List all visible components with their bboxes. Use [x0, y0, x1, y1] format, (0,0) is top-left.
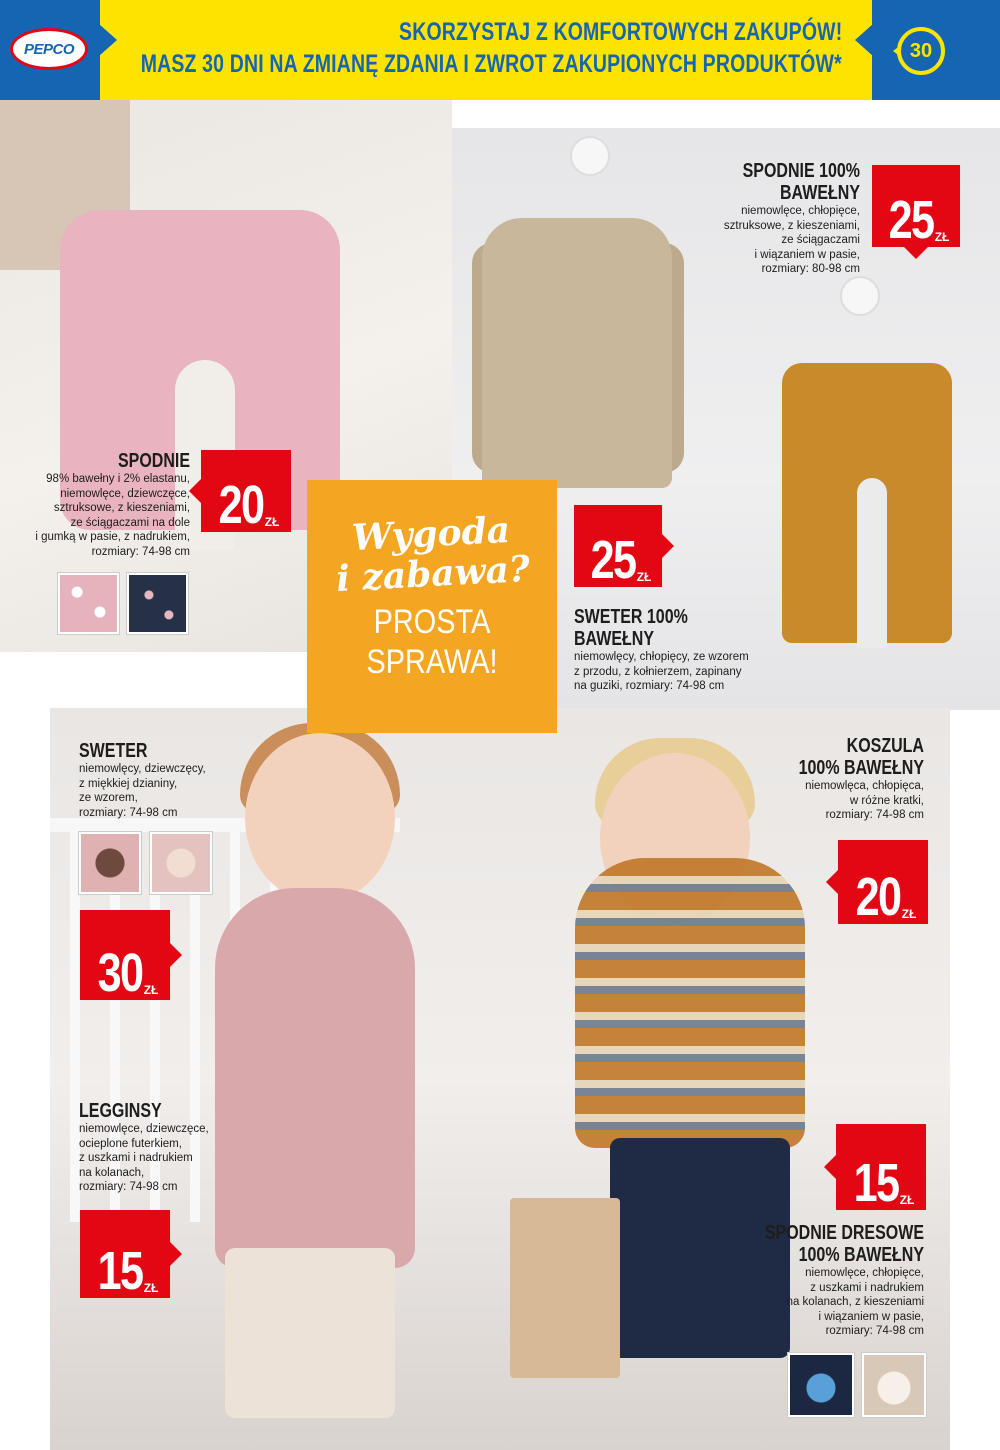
price-currency: ZŁ [901, 907, 917, 921]
corduroy-leg-gap [857, 478, 887, 648]
product-title: SPODNIE [117, 450, 190, 472]
product-spodnie [20, 450, 190, 559]
product-title-line-2: 100% BAWEŁNY [798, 757, 924, 779]
product-title: LEGGINSY [79, 1100, 162, 1122]
promo-caps-line-1: PROSTA [373, 603, 491, 641]
price-tag-legginsy[interactable] [80, 1210, 170, 1301]
price-tag-spodnie-bawelny[interactable] [872, 165, 960, 250]
product-title-line-2: 100% BAWEŁNY [798, 1244, 924, 1266]
product-title-line-1: SPODNIE DRESOWE [764, 1222, 924, 1244]
hanger-hook-2 [840, 276, 880, 316]
product-description: niemowlęce, dziewczęce, ocieplone futerkiem, z uszkami i nadrukiem na kolanach, rozmiary: 74-98 cm [79, 1123, 209, 1193]
product-title-line-1: KOSZULA [846, 735, 924, 757]
price-currency: ZŁ [143, 983, 159, 997]
price-value: 15 [853, 1153, 899, 1213]
price-tag-koszula[interactable] [838, 840, 928, 927]
product-description: niemowlęcy, chłopięcy, ze wzorem z przodu, z kołnierzem, zapinany na guziki, rozmiary: 74-98 cm [574, 651, 749, 692]
product-sweter-bawelny [574, 606, 784, 694]
promo-script-line-1: Wygoda [350, 508, 512, 560]
girl-sweater-shape [215, 888, 415, 1268]
boy-shirt-shape [575, 858, 805, 1148]
product-koszula [724, 735, 924, 823]
price-currency: ZŁ [264, 515, 280, 529]
price-tag-spodnie-dresowe[interactable] [836, 1124, 926, 1213]
price-currency: ZŁ [934, 230, 950, 244]
product-description: niemowlęca, chłopięca, w różne kratki, rozmiary: 74-98 cm [805, 780, 924, 821]
product-spodnie-dresowe [714, 1222, 924, 1339]
girl-head-shape [245, 733, 395, 903]
header-line-1: SKORZYSTAJ Z KOMFORTOWYCH ZAKUPÓW! [398, 18, 842, 46]
days-badge-number: 30 [909, 39, 933, 62]
price-value: 15 [97, 1241, 143, 1301]
swatch-deer-light[interactable] [150, 832, 212, 894]
price-value: 30 [97, 943, 143, 1003]
girl-leggings-shape [225, 1248, 395, 1418]
promo-script-text [305, 508, 559, 601]
product-description: niemowlęcy, dziewczęcy, z miękkiej dzianiny, ze wzorem, rozmiary: 74-98 cm [79, 763, 206, 819]
price-currency: ZŁ [143, 1281, 159, 1295]
promo-box [307, 480, 557, 733]
promo-caps-text [326, 602, 539, 682]
header-line-2: MASZ 30 DNI NA ZMIANĘ ZDANIA I ZWROT ZAKUPIONYCH PRODUKTÓW* [140, 50, 842, 78]
price-value: 25 [590, 530, 636, 590]
price-tag-sweter[interactable] [80, 910, 170, 1003]
price-tag-spodnie[interactable] [201, 450, 291, 535]
price-currency: ZŁ [636, 570, 652, 584]
header-bar [0, 0, 1000, 100]
product-sweter [79, 740, 249, 820]
promo-caps-line-2: SPRAWA! [366, 643, 498, 681]
product-title: SWETER 100% BAWEŁNY [574, 606, 688, 650]
promo-script-line-2: i zabawa? [335, 547, 531, 601]
swatch-bear-beige[interactable] [862, 1353, 926, 1417]
price-value: 20 [218, 475, 264, 535]
swatch-navy-floral[interactable] [127, 573, 188, 634]
price-tag-sweter-bawelny[interactable] [574, 505, 662, 590]
price-currency: ZŁ [899, 1193, 915, 1207]
logo-text: PEPCO [23, 40, 74, 58]
swatch-pink-floral[interactable] [58, 573, 119, 634]
swatch-deer-dark[interactable] [79, 832, 141, 894]
product-title: SPODNIE 100% BAWEŁNY [742, 160, 860, 204]
wooden-blocks-shape [510, 1198, 620, 1378]
product-description: niemowlęce, chłopięce, z uszkami i nadrukiem na kolanach, z kieszeniami i wiązaniem w pasie, rozmiary: 74-98 cm [786, 1267, 924, 1337]
product-spodnie-bawelny [620, 160, 860, 277]
product-description: niemowlęce, chłopięce, sztruksowe, z kieszeniami, ze ściągaczami i wiązaniem w pasie, rozmiary: 80-98 cm [723, 205, 860, 275]
product-title: SWETER [79, 740, 148, 762]
product-description: 98% bawełny i 2% elastanu, niemowlęce, dziewczęce, sztruksowe, z kieszeniami, ze ściągaczami na dole i gumką w pasie, z nadrukiem, rozmiary: 74-98 cm [35, 473, 190, 558]
swatch-bear-navy[interactable] [788, 1353, 854, 1417]
price-value: 20 [855, 867, 901, 927]
header-banner [100, 0, 872, 100]
pepco-logo[interactable] [10, 28, 88, 70]
hanger-hook-1 [570, 136, 610, 176]
return-30-days-icon [897, 27, 945, 75]
product-legginsy [79, 1100, 249, 1195]
price-value: 25 [888, 190, 934, 250]
